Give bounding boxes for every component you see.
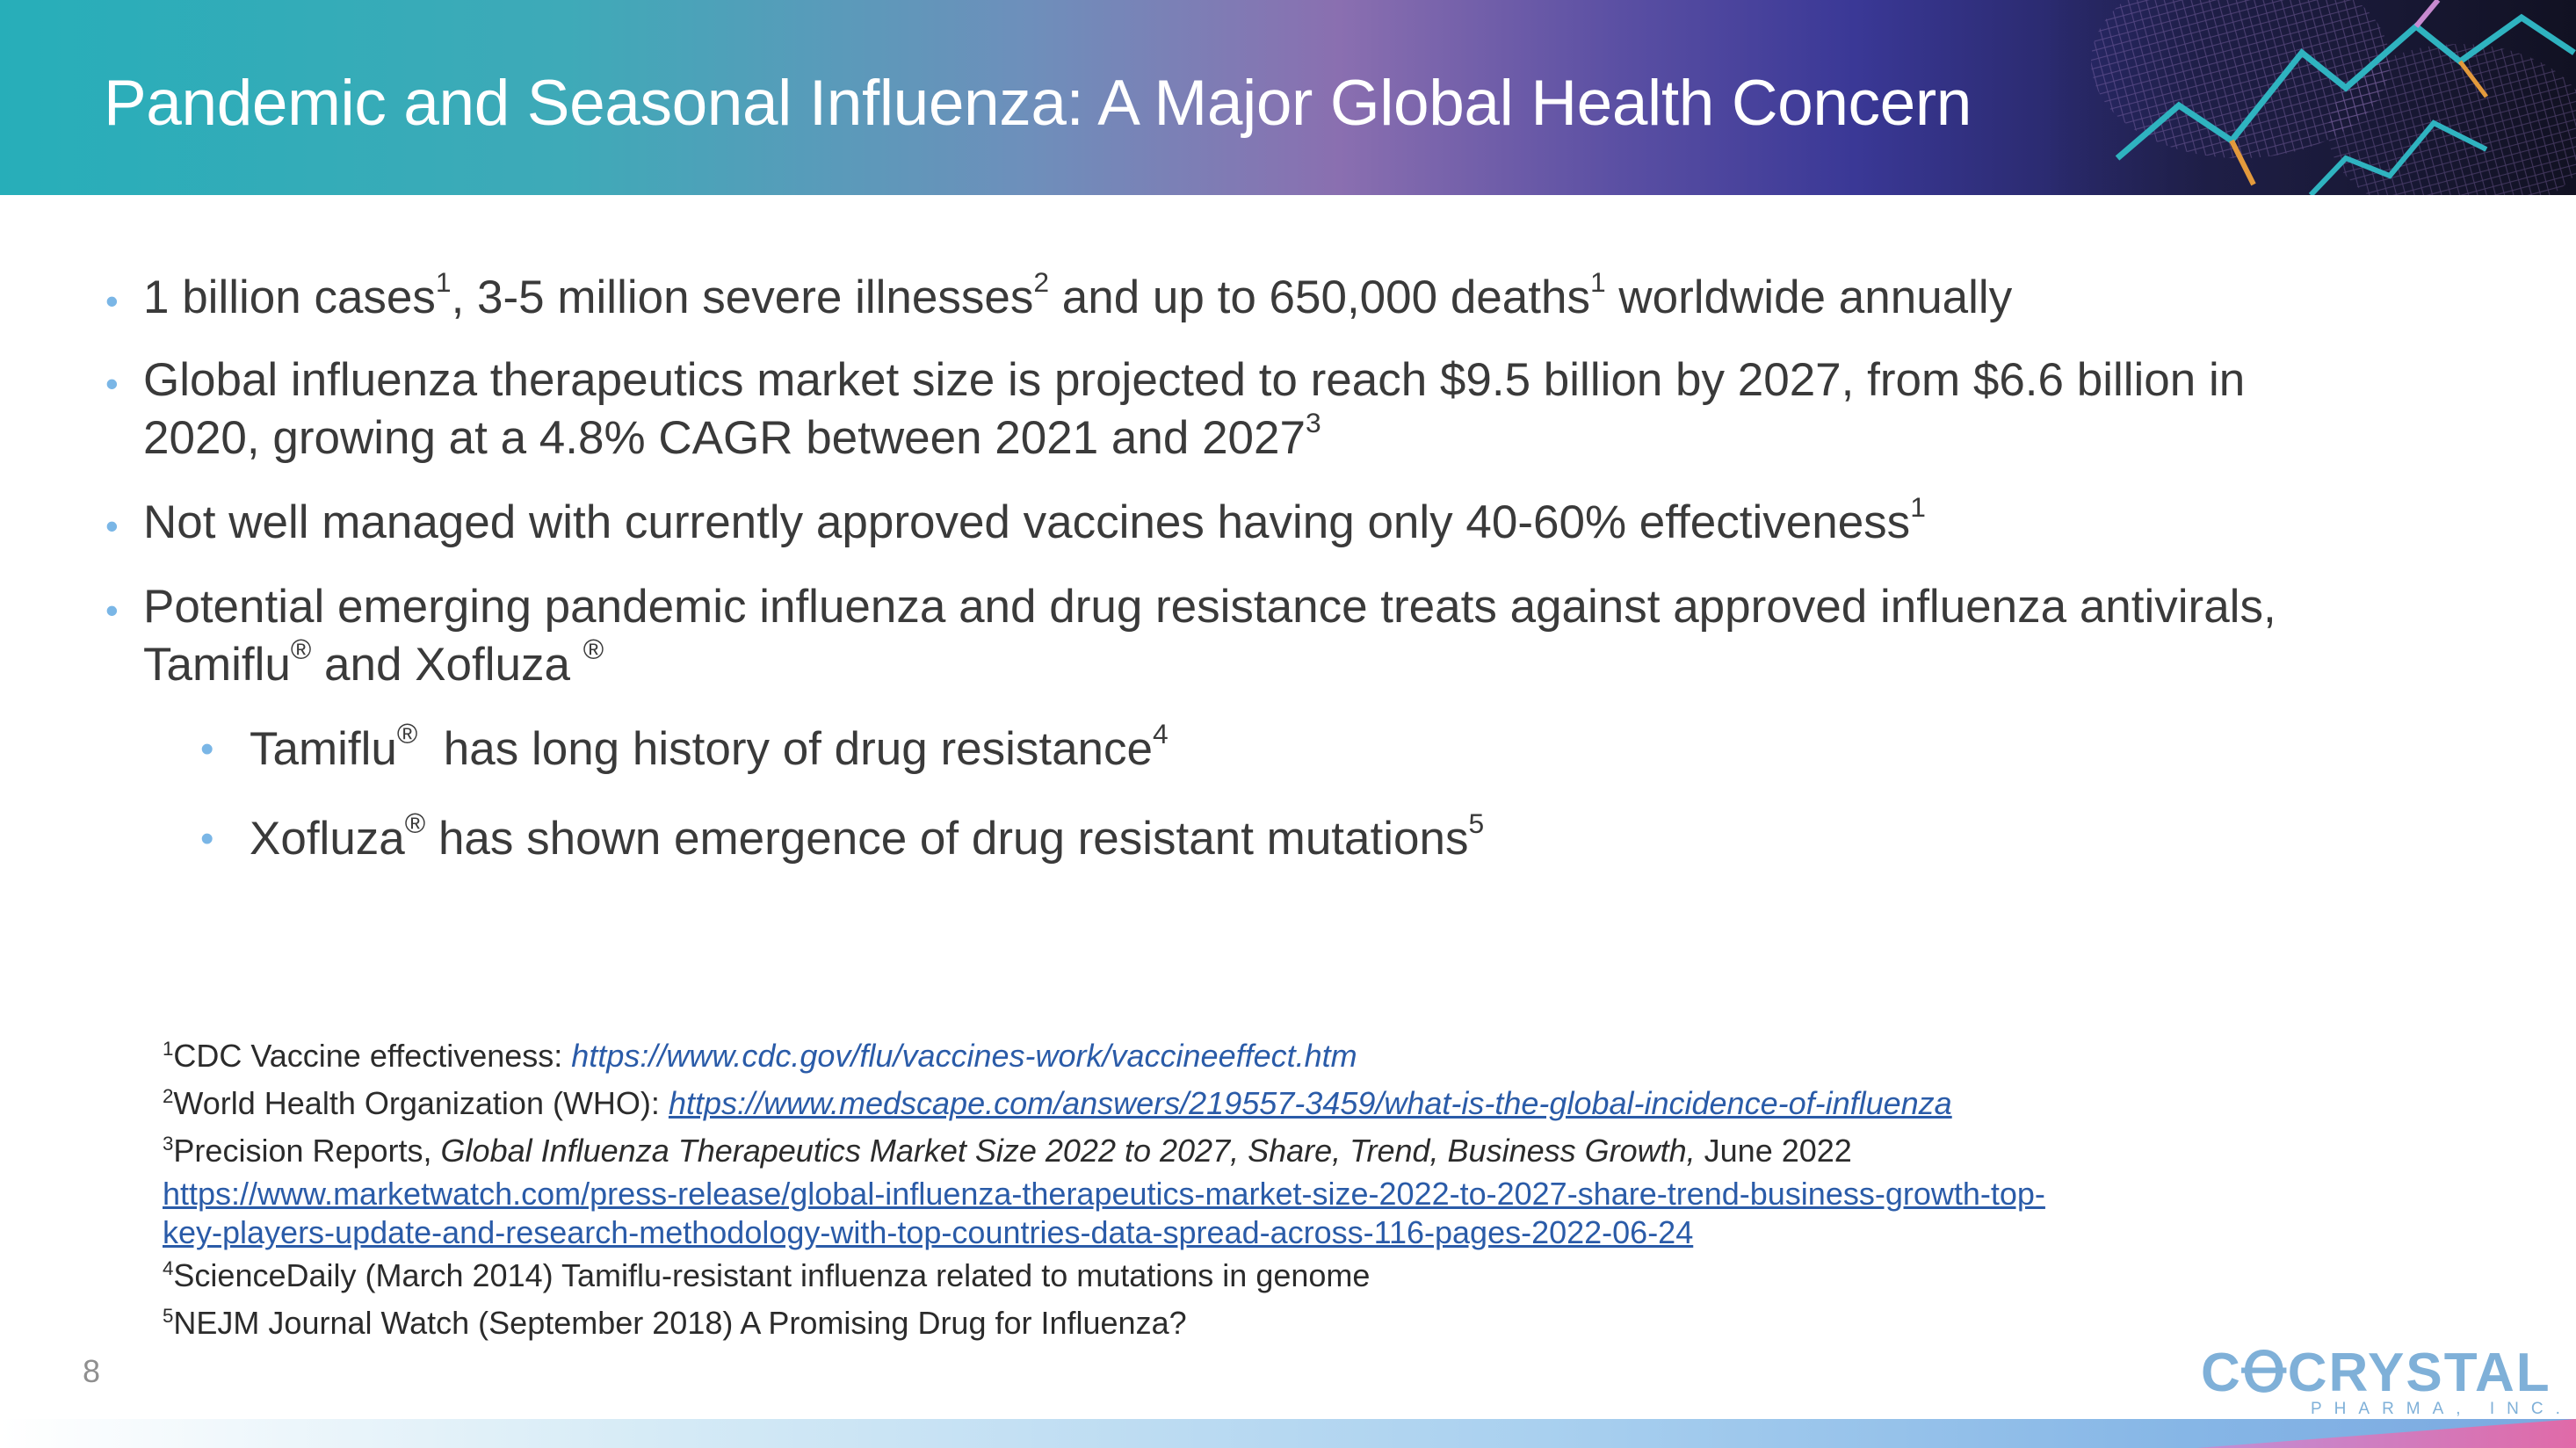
- bullet-text: Potential emerging pandemic influenza and drug resistance treats against approved influenza antivirals, Tamiflu® and Xofluza ®: [143, 581, 2276, 691]
- bullet-dot-icon: •: [200, 728, 214, 771]
- molecule-mesh-graphic: [2047, 0, 2576, 195]
- sub-bullet-text: Tamiflu® has long history of drug resistance$^4$: [250, 718, 1169, 775]
- logo-wordmark: CꝊCRYSTAL: [2201, 1343, 2551, 1403]
- company-logo: [2201, 1340, 2572, 1419]
- bullet-text: Not well managed with currently approved vaccines having only 40-60% effectiveness$^1$: [143, 491, 1926, 548]
- page-number: 8: [83, 1353, 101, 1389]
- footnote-1: $^1$CDC Vaccine effectiveness: https://www.cdc.gov/flu/vaccines-work/vaccineeffect.htm: [163, 1037, 1357, 1074]
- footnote-link[interactable]: https://www.medscape.com/answers/219557-3459/what-is-the-global-incidence-of-influenza: [668, 1085, 1952, 1121]
- bullet-text: 1 billion cases$^1$, 3-5 million severe illnesses$^2$ and up to 650,000 deaths$^1$ worldwide annually: [143, 266, 2013, 323]
- footnote-5: $^5$NEJM Journal Watch (September 2018) A Promising Drug for Influenza?: [163, 1304, 1187, 1341]
- bottom-gradient-band: [0, 1419, 2576, 1448]
- footnote-link[interactable]: https://www.cdc.gov/flu/vaccines-work/vaccineeffect.htm: [571, 1038, 1357, 1074]
- title-banner: [0, 0, 2576, 195]
- bullet-dot-icon: •: [105, 280, 119, 322]
- footnote-3: $^3$Precision Reports, Global Influenza Therapeutics Market Size 2022 to 2027, Share, Trend, Business Growth, June 2022 https://www.marketwatch.com/press-release/global-influenza-therapeutics-market-size-2022-to-2027-share-trend-business-growth-top- key-players-update-and-research-methodology-with-top-countries-data-spread-across-116-pages-2022-06-24: [163, 1132, 2045, 1250]
- logo-subtitle: PHARMA, INC.: [2311, 1400, 2572, 1418]
- bullet-dot-icon: •: [105, 505, 119, 547]
- footnote-4: $^4$ScienceDaily (March 2014) Tamiflu-resistant influenza related to mutations in genome: [163, 1256, 1371, 1293]
- bullet-dot-icon: •: [105, 590, 119, 631]
- sub-bullet-text: Xofluza® has shown emergence of drug resistant mutations$^5$: [250, 807, 1485, 865]
- bullet-dot-icon: •: [105, 363, 119, 404]
- page-title: Pandemic and Seasonal Influenza: A Major Global Health Concern: [104, 68, 1972, 139]
- footnote-2: $^2$World Health Organization (WHO): https://www.medscape.com/answers/219557-3459/what-is-the-global-incidence-of-influenza: [163, 1084, 1952, 1121]
- bullet-dot-icon: •: [200, 817, 214, 860]
- footnote-link[interactable]: https://www.marketwatch.com/press-release/global-influenza-therapeutics-market-size-2022-to-2027-share-trend-business-growth-top-: [163, 1176, 2045, 1212]
- bullet-text: Global influenza therapeutics market size is projected to reach $9.5 billion by 2027, from $6.6 billion in 2020, growing at a 4.8% CAGR between 2021 and 2027$^3$: [143, 354, 2246, 464]
- footnote-link[interactable]: key-players-update-and-research-methodology-with-top-countries-data-spread-across-116-pages-2022-06-24: [163, 1214, 1694, 1250]
